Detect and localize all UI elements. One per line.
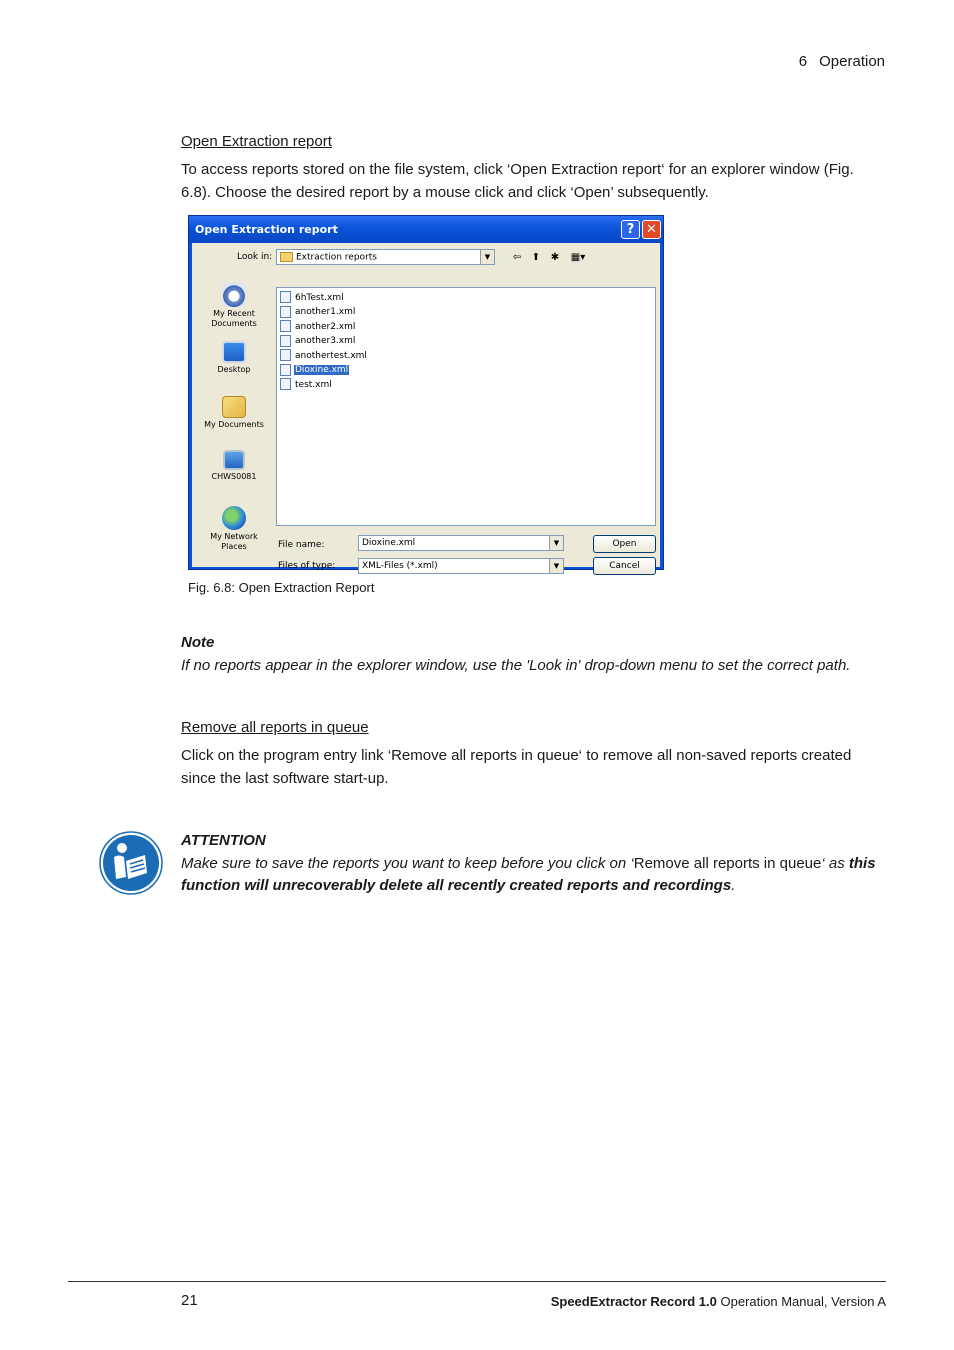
- section-heading-remove-reports: Remove all reports in queue: [181, 719, 369, 736]
- file-item[interactable]: another3.xml: [280, 335, 356, 347]
- file-name-value: Dioxine.xml: [362, 538, 416, 548]
- view-menu-icon[interactable]: ▦▾: [570, 252, 586, 263]
- desktop-icon: [222, 341, 246, 363]
- dialog-titlebar: [189, 216, 663, 243]
- chapter-title: Operation: [819, 53, 885, 70]
- new-folder-icon[interactable]: ✱: [550, 252, 560, 263]
- close-button[interactable]: ✕: [642, 220, 661, 239]
- help-button[interactable]: ?: [621, 220, 640, 239]
- dialog-title: Open Extraction report: [195, 223, 338, 236]
- network-places-icon: [222, 506, 246, 530]
- open-button[interactable]: Open: [593, 535, 656, 553]
- recent-documents-icon: [222, 283, 246, 307]
- chapter-number: 6: [798, 53, 808, 70]
- xml-file-icon: [280, 335, 291, 347]
- dialog-body: [192, 243, 660, 571]
- footer-doc-title: [0, 1294, 886, 1309]
- place-recent-documents[interactable]: [198, 283, 270, 329]
- up-folder-icon[interactable]: ⬆: [531, 252, 541, 263]
- place-desktop[interactable]: [198, 341, 270, 375]
- place-my-documents[interactable]: [198, 396, 270, 430]
- running-header: [0, 53, 885, 70]
- footer-divider: [68, 1281, 886, 1282]
- file-name-input[interactable]: [358, 535, 564, 551]
- cancel-button[interactable]: Cancel: [593, 557, 656, 575]
- section-paragraph-open-report: To access reports stored on the file system, click ‘Open Extraction report‘ for an explorer window (Fig. 6.8). Choose the desired report by a mouse click and click ‘Open’ subsequently.: [181, 161, 854, 201]
- doc-info: Operation Manual, Version A: [716, 1294, 886, 1309]
- file-item[interactable]: another1.xml: [280, 306, 356, 318]
- file-item[interactable]: another2.xml: [280, 320, 356, 332]
- xml-file-icon: [280, 364, 291, 376]
- look-in-value: Extraction reports: [296, 252, 377, 263]
- section-heading-open-report: Open Extraction report: [181, 133, 332, 150]
- place-computer[interactable]: [198, 450, 270, 482]
- chevron-down-icon: ▼: [549, 559, 563, 573]
- files-of-type-dropdown[interactable]: [358, 558, 564, 574]
- file-name-label: File name:: [278, 540, 325, 550]
- xml-file-icon: [280, 320, 291, 332]
- my-documents-icon: [222, 396, 246, 418]
- section-paragraph-remove-reports: Click on the program entry link ‘Remove all reports in queue‘ to remove all non-saved reports created since the last software start-up.: [181, 747, 852, 787]
- place-label: CHWS0081: [211, 472, 257, 481]
- place-label: My Recent Documents: [211, 309, 257, 328]
- place-label: My Documents: [204, 420, 264, 429]
- note-text: If no reports appear in the explorer window, use the 'Look in' drop-down menu to set the correct path.: [181, 657, 851, 674]
- file-list: [276, 287, 656, 526]
- xml-file-icon: [280, 306, 291, 318]
- xml-file-icon: [280, 291, 291, 303]
- file-item[interactable]: test.xml: [280, 378, 333, 390]
- place-network[interactable]: [198, 506, 270, 552]
- note-title: Note: [181, 634, 215, 651]
- look-in-dropdown[interactable]: [276, 249, 495, 265]
- attention-title: ATTENTION: [181, 832, 266, 849]
- figure-caption: Fig. 6.8: Open Extraction Report: [188, 580, 375, 595]
- file-item[interactable]: 6hTest.xml: [280, 291, 345, 303]
- file-item[interactable]: anothertest.xml: [280, 349, 368, 361]
- xml-file-icon: [280, 378, 291, 390]
- computer-icon: [223, 450, 245, 470]
- place-label: Desktop: [217, 365, 251, 374]
- back-icon[interactable]: ⇦: [512, 252, 522, 263]
- chevron-down-icon: ▼: [480, 250, 494, 264]
- place-label: My Network Places: [210, 532, 258, 551]
- chevron-down-icon: ▼: [549, 536, 563, 550]
- remove-reports-link-text: ‘Remove all reports in queue‘: [387, 747, 583, 764]
- xml-file-icon: [280, 349, 291, 361]
- file-item-selected[interactable]: Dioxine.xml: [280, 364, 349, 376]
- read-manual-icon: [99, 831, 163, 895]
- attention-text: Make sure to save the reports you want to keep before you click on ‘Remove all reports in queue‘ as this function will unrecoverably delete all recently created reports and recordings.: [181, 855, 876, 894]
- product-name: SpeedExtractor Record 1.0: [550, 1294, 717, 1309]
- open-dialog-window: [188, 215, 664, 570]
- files-of-type-value: XML-Files (*.xml): [362, 561, 438, 571]
- folder-icon: [280, 252, 293, 262]
- page-number: 21: [181, 1292, 198, 1309]
- files-of-type-label: Files of type:: [278, 561, 336, 571]
- look-in-label: Look in:: [237, 252, 273, 262]
